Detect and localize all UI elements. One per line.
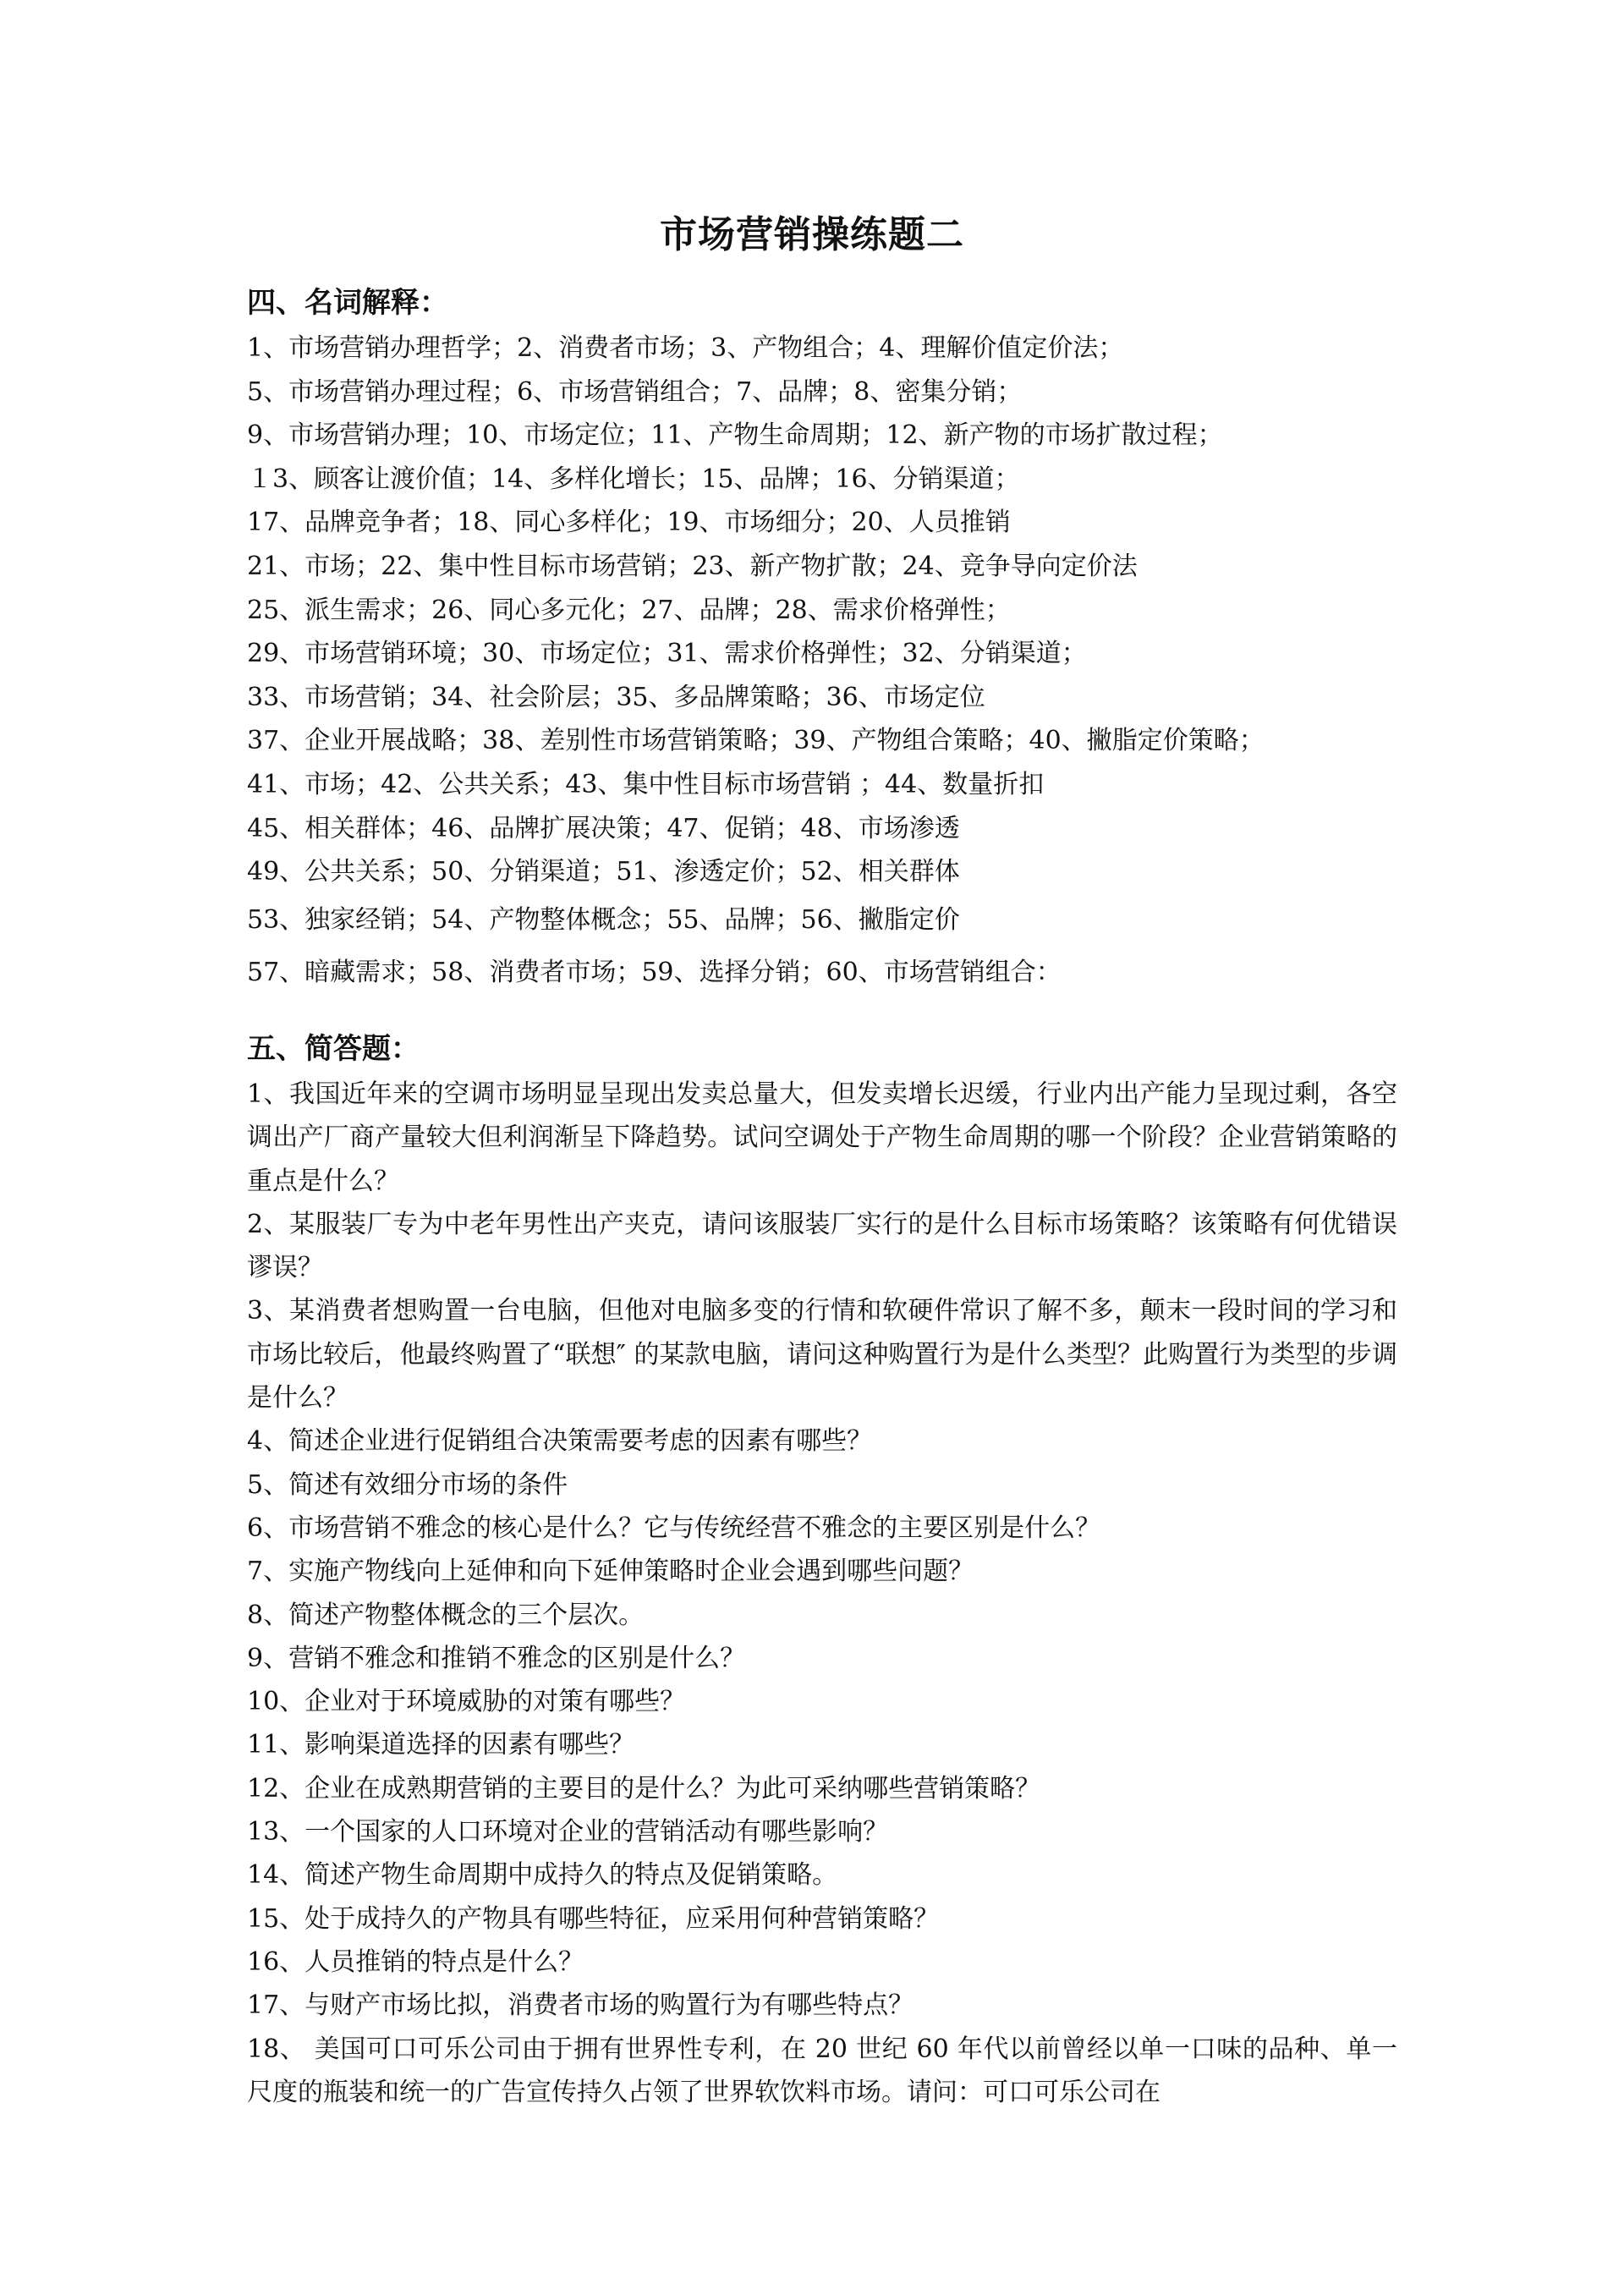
section-heading-short-answer: 五、简答题：	[247, 1032, 420, 1066]
question-item: 6、市场营销不雅念的核心是什么？它与传统经营不雅念的主要区别是什么？	[247, 1513, 1101, 1543]
question-item: 13、一个国家的人口环境对企业的营销活动有哪些影响？	[247, 1817, 889, 1848]
term-line: 57、暗藏需求；58、消费者市场；59、选择分销；60、市场营销组合：	[247, 957, 1062, 987]
question-item: 10、企业对于环境威胁的对策有哪些？	[247, 1687, 686, 1717]
term-line: 49、公共关系；50、分销渠道；51、渗透定价；52、相关群体	[247, 857, 960, 887]
term-line: 17、品牌竞争者；18、同心多样化；19、市场细分；20、人员推销	[247, 508, 1011, 538]
term-line: 1、市场营销办理哲学；2、消费者市场；3、产物组合；4、理解价值定价法；	[247, 333, 1124, 363]
term-line: 21、市场；22、集中性目标市场营销；23、新产物扩散；24、竞争导向定价法	[247, 551, 1138, 581]
document-title: 市场营销操练题二	[660, 213, 964, 256]
term-line: 41、市场；42、公共关系；43、集中性目标市场营销 ；44、数量折扣	[247, 769, 1045, 799]
question-item: 5、简述有效细分市场的条件	[247, 1469, 568, 1500]
term-line: 37、企业开展战略；38、差别性市场营销策略；39、产物组合策略；40、撇脂定价策略；	[247, 726, 1265, 756]
question-item: 2、某服装厂专为中老年男性出产夹克，请问该服装厂实行的是什么目标市场策略？该策略有何优错误谬误？	[247, 1209, 1397, 1283]
question-item: 16、人员推销的特点是什么？	[247, 1946, 584, 1977]
question-item: 1、我国近年来的空调市场明显呈现出发卖总量大，但发卖增长迟缓，行业内出产能力呈现过剩，各空调出产厂商产量较大但利润渐呈下降趋势。试问空调处于产物生命周期的哪一个阶段？企业营销策略的重点是什么？	[247, 1079, 1397, 1196]
question-item: 4、简述企业进行促销组合决策需要考虑的因素有哪些？	[247, 1426, 873, 1457]
question-item: 17、与财产市场比拟，消费者市场的购置行为有哪些特点？	[247, 1990, 914, 2021]
question-item: 12、企业在成熟期营销的主要目的是什么？为此可采纳哪些营销策略？	[247, 1773, 1041, 1804]
question-item: 7、实施产物线向上延伸和向下延伸策略时企业会遇到哪些问题？	[247, 1557, 974, 1587]
question-item: 9、营销不雅念和推销不雅念的区别是什么？	[247, 1643, 746, 1673]
question-item: 14、简述产物生命周期中成持久的特点及促销策略。	[247, 1860, 838, 1891]
question-item: 8、简述产物整体概念的三个层次。	[247, 1600, 645, 1630]
term-line: 33、市场营销；34、社会阶层；35、多品牌策略；36、市场定位	[247, 682, 985, 712]
term-definition-list	[247, 327, 1414, 999]
term-line: 29、市场营销环境；30、市场定位；31、需求价格弹性；32、分销渠道；	[247, 639, 1087, 669]
question-item: 15、处于成持久的产物具有哪些特征，应采用何种营销策略？	[247, 1903, 940, 1934]
section-heading-term-definitions: 四、名词解释：	[247, 286, 448, 320]
term-line: 45、相关群体；46、品牌扩展决策；47、促销；48、市场渗透	[247, 813, 960, 843]
term-line: 9、市场营销办理；10、市场定位；11、产物生命周期；12、新产物的市场扩散过程；	[247, 420, 1223, 451]
term-line: 25、派生需求；26、同心多元化；27、品牌；28、需求价格弹性；	[247, 595, 1011, 625]
question-item: 11、影响渠道选择的因素有哪些？	[247, 1730, 635, 1760]
short-answer-question-list	[247, 1073, 1397, 2114]
question-item: 18、 美国可口可乐公司由于拥有世界性专利，在 20 世纪 60 年代以前曾经以单一口味的品种、单一尺度的瓶装和统一的广告宣传持久占领了世界软饮料市场。请问：可口可乐公司在	[247, 2034, 1397, 2107]
term-line: 53、独家经销；54、产物整体概念；55、品牌；56、撇脂定价	[247, 904, 960, 935]
term-line: 5、市场营销办理过程；6、市场营销组合；7、品牌；8、密集分销；	[247, 376, 1023, 407]
question-item: 3、某消费者想购置一台电脑，但他对电脑多变的行情和软硬件常识了解不多，颠末一段时间的学习和市场比较后，他最终购置了“联想″ 的某款电脑，请问这种购置行为是什么类型？此购置行为类型的步调是什么？	[247, 1296, 1397, 1414]
term-line: １3、顾客让渡价值；14、多样化增长；15、品牌；16、分销渠道；	[247, 464, 1020, 494]
